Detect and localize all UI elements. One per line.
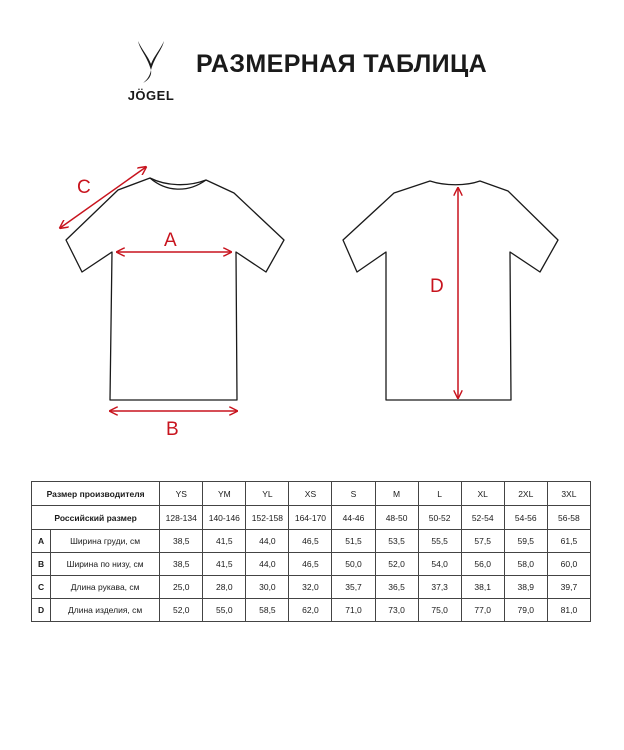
dimension-c-line (60, 167, 146, 228)
size-cell: 3XL (547, 482, 590, 506)
value-cell: 55,0 (203, 599, 246, 622)
value-cell: 55,5 (418, 530, 461, 553)
size-table (31, 481, 591, 622)
value-cell: 25,0 (160, 576, 203, 599)
measurement-code: D (32, 599, 51, 622)
size-cell: 128-134 (160, 506, 203, 530)
size-cell: 44-46 (332, 506, 375, 530)
table-row (32, 599, 591, 622)
value-cell: 50,0 (332, 553, 375, 576)
size-cell: 56-58 (547, 506, 590, 530)
size-cell: XS (289, 482, 332, 506)
size-cell: 52-54 (461, 506, 504, 530)
value-cell: 37,3 (418, 576, 461, 599)
manufacturer-size-label: Размер производителя (32, 482, 160, 506)
value-cell: 39,7 (547, 576, 590, 599)
value-cell: 61,5 (547, 530, 590, 553)
value-cell: 56,0 (461, 553, 504, 576)
size-cell: 164-170 (289, 506, 332, 530)
dimension-d-label: D (430, 276, 444, 297)
size-cell: YS (160, 482, 203, 506)
value-cell: 35,7 (332, 576, 375, 599)
value-cell: 32,0 (289, 576, 332, 599)
dimension-b-label: B (166, 419, 179, 440)
measurement-code: B (32, 553, 51, 576)
value-cell: 38,1 (461, 576, 504, 599)
value-cell: 58,0 (504, 553, 547, 576)
table-row (32, 576, 591, 599)
size-cell: L (418, 482, 461, 506)
value-cell: 41,5 (203, 530, 246, 553)
value-cell: 38,5 (160, 530, 203, 553)
manufacturer-size-row (32, 482, 591, 506)
value-cell: 53,5 (375, 530, 418, 553)
value-cell: 51,5 (332, 530, 375, 553)
size-cell: YL (246, 482, 289, 506)
value-cell: 57,5 (461, 530, 504, 553)
size-cell: 2XL (504, 482, 547, 506)
size-cell: 54-56 (504, 506, 547, 530)
value-cell: 38,9 (504, 576, 547, 599)
value-cell: 75,0 (418, 599, 461, 622)
value-cell: 46,5 (289, 530, 332, 553)
value-cell: 38,5 (160, 553, 203, 576)
size-cell: 140-146 (203, 506, 246, 530)
measurement-label: Длина рукава, см (51, 576, 160, 599)
value-cell: 36,5 (375, 576, 418, 599)
back-shirt-outline (343, 181, 558, 400)
value-cell: 46,5 (289, 553, 332, 576)
value-cell: 59,5 (504, 530, 547, 553)
table-row (32, 530, 591, 553)
value-cell: 52,0 (375, 553, 418, 576)
size-cell: S (332, 482, 375, 506)
dimension-c-label: C (77, 177, 91, 198)
size-cell: 48-50 (375, 506, 418, 530)
measurement-label: Ширина груди, см (51, 530, 160, 553)
value-cell: 28,0 (203, 576, 246, 599)
russian-size-row (32, 506, 591, 530)
measurement-label: Ширина по низу, см (51, 553, 160, 576)
measurement-code: C (32, 576, 51, 599)
size-cell: YM (203, 482, 246, 506)
size-cell: 152-158 (246, 506, 289, 530)
brand-wordmark: JÖGEL (127, 88, 175, 103)
value-cell: 81,0 (547, 599, 590, 622)
value-cell: 44,0 (246, 530, 289, 553)
value-cell: 71,0 (332, 599, 375, 622)
value-cell: 73,0 (375, 599, 418, 622)
value-cell: 54,0 (418, 553, 461, 576)
size-cell: M (375, 482, 418, 506)
dimension-a-label: A (164, 230, 177, 251)
value-cell: 41,5 (203, 553, 246, 576)
table-row (32, 553, 591, 576)
page-title: РАЗМЕРНАЯ ТАБЛИЦА (196, 50, 488, 78)
value-cell: 58,5 (246, 599, 289, 622)
measurement-label: Длина изделия, см (51, 599, 160, 622)
value-cell: 44,0 (246, 553, 289, 576)
measurement-code: A (32, 530, 51, 553)
value-cell: 62,0 (289, 599, 332, 622)
value-cell: 52,0 (160, 599, 203, 622)
front-shirt-outline (66, 178, 284, 400)
value-cell: 77,0 (461, 599, 504, 622)
value-cell: 79,0 (504, 599, 547, 622)
value-cell: 60,0 (547, 553, 590, 576)
size-cell: XL (461, 482, 504, 506)
value-cell: 30,0 (246, 576, 289, 599)
size-cell: 50-52 (418, 506, 461, 530)
russian-size-label: Российский размер (32, 506, 160, 530)
